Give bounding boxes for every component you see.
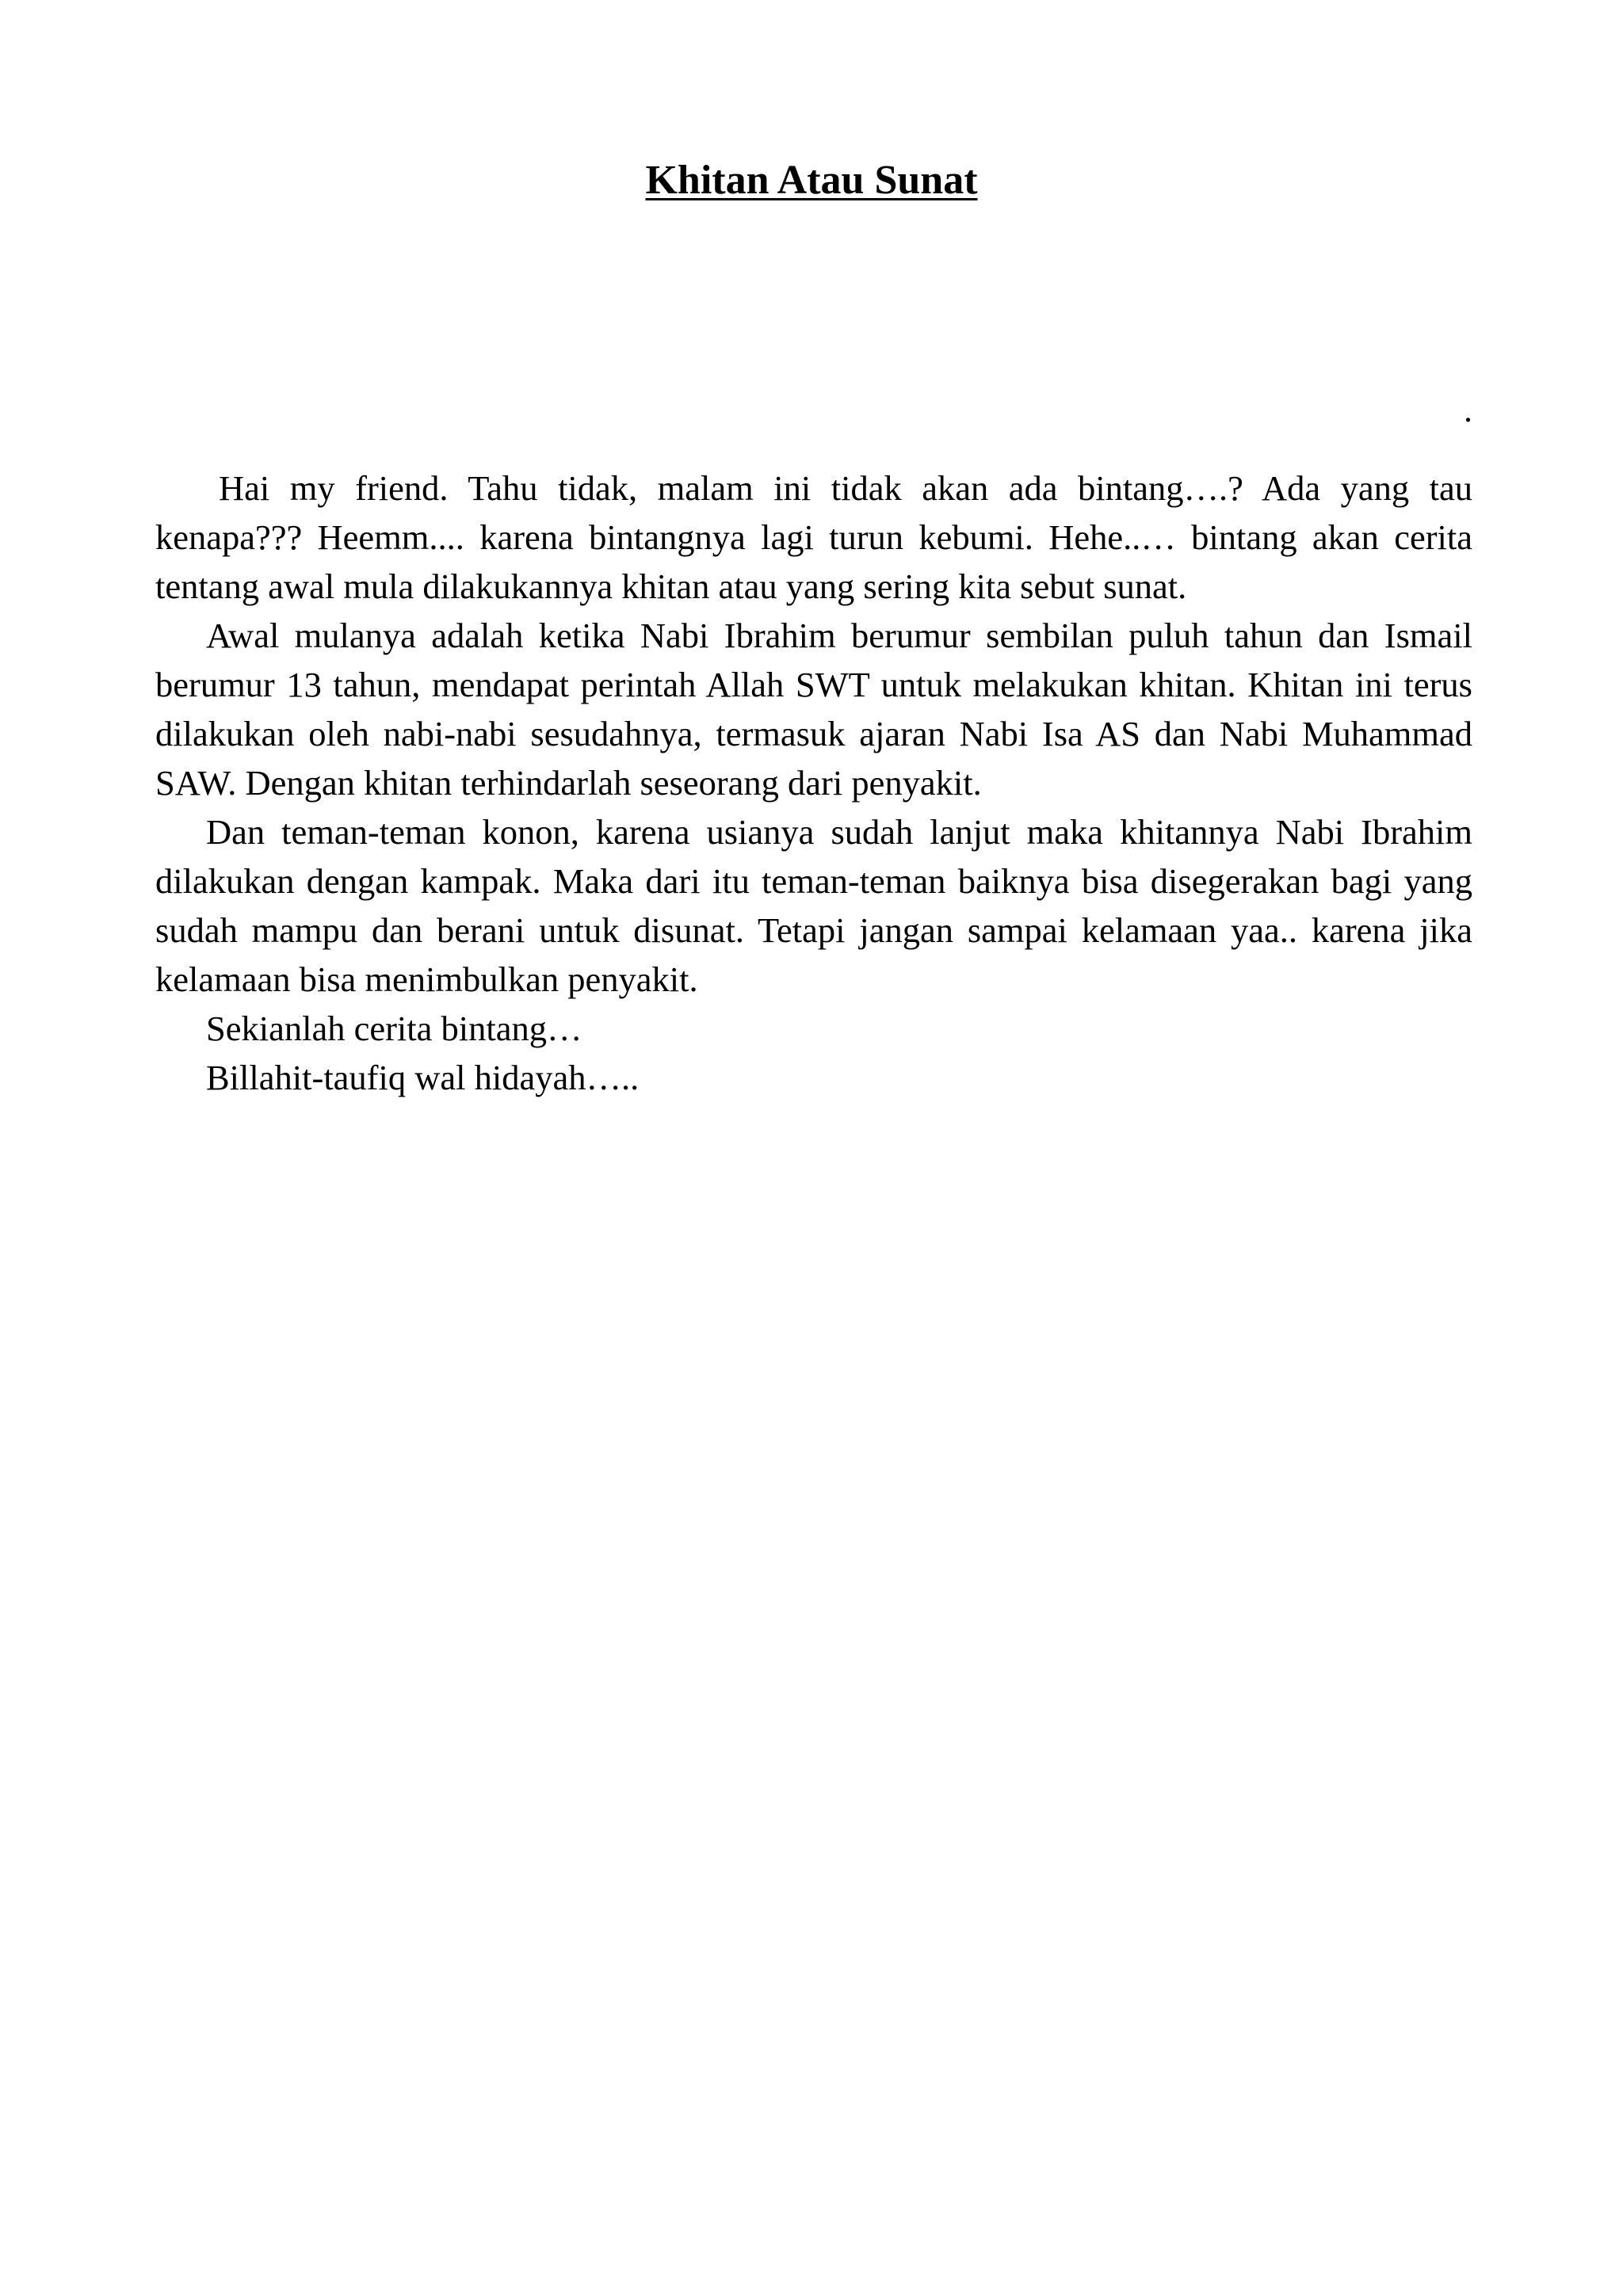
paragraph-blessing: Billahit-taufiq wal hidayah….. (206, 1058, 640, 1097)
paragraph-closing: Sekianlah cerita bintang… (206, 1009, 582, 1048)
paragraph-advice: Dan teman-teman konon, karena usianya sudah lanjut maka khitannya Nabi Ibrahim dilakukan dengan kampak. Maka dari itu teman-teman baiknya bisa disegerakan bagi yang sudah mampu dan berani untuk disunat. Tetapi jangan sampai kelamaan yaa.. karena jika kelamaan bisa menimbulkan penyakit. (155, 812, 1472, 999)
document-title-text: Khitan Atau Sunat (645, 158, 978, 203)
document-body (155, 463, 1472, 1102)
paragraph-history: Awal mulanya adalah ketika Nabi Ibrahim berumur sembilan puluh tahun dan Ismail berumur 13 tahun, mendapat perintah Allah SWT untuk melakukan khitan. Khitan ini terus dilakukan oleh nabi-nabi sesudahnya, termasuk ajaran Nabi Isa AS dan Nabi Muhammad SAW. Dengan khitan terhindarlah seseorang dari penyakit. (155, 616, 1472, 803)
document-title (0, 155, 1623, 206)
paragraph-intro: Hai my friend. Tahu tidak, malam ini tidak akan ada bintang….? Ada yang tau kenapa??? Heemm.... karena bintangnya lagi turun kebumi. Hehe..… bintang akan cerita tentang awal mula dilakukannya khitan atau yang sering kita sebut sunat. (155, 468, 1472, 606)
page-marker: . (1464, 391, 1472, 429)
